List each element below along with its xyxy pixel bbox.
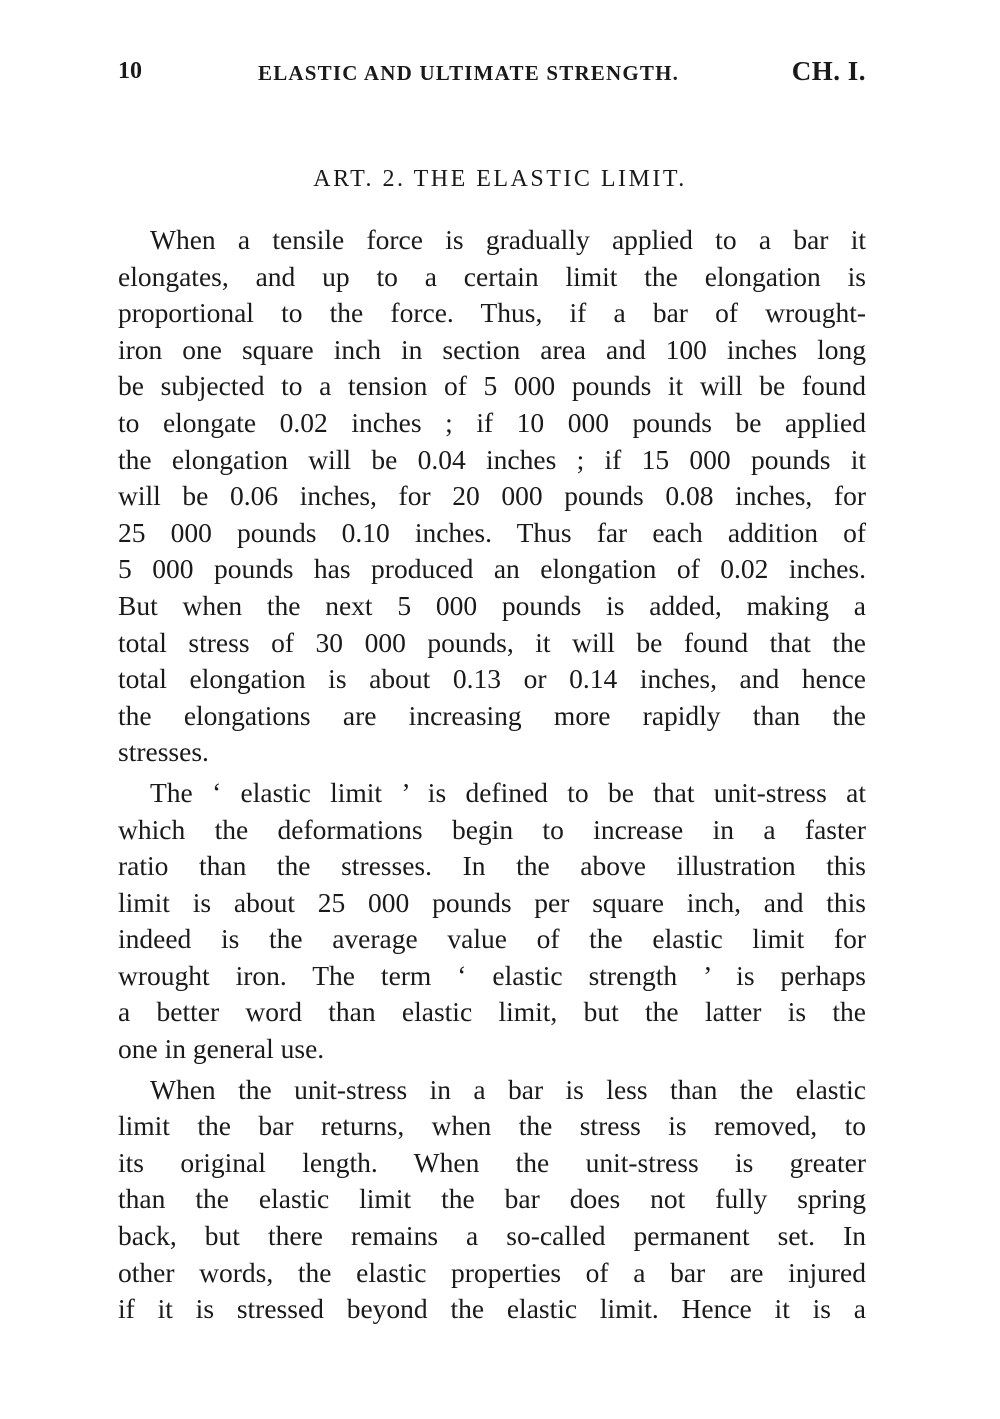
running-title: ELASTIC AND ULTIMATE STRENGTH.	[258, 61, 680, 85]
text-line: 5 000 pounds has produced an elongation of 0.02 inches.	[118, 553, 866, 585]
text-line: elongates, and up to a certain limit the elongation is	[118, 260, 866, 292]
text-line: When the unit-stress in a bar is less than the elastic	[150, 1073, 866, 1105]
chapter-label: CH. I.	[791, 56, 866, 86]
text-line: total elongation is about 0.13 or 0.14 inches, and hence	[118, 663, 866, 695]
paragraph	[118, 222, 866, 771]
text-line: one in general use.	[118, 1033, 325, 1065]
text-line: other words, the elastic properties of a bar are injured	[118, 1256, 866, 1288]
article-heading: ART. 2. THE ELASTIC LIMIT.	[313, 166, 687, 192]
paragraph	[118, 1072, 866, 1328]
text-line: a better word than elastic limit, but the latter is the	[118, 996, 866, 1028]
text-line: stresses.	[118, 736, 209, 768]
text-line: iron one square inch in section area and 100 inches long	[118, 333, 866, 365]
text-line: the elongation will be 0.04 inches ; if 15 000 pounds it	[118, 443, 866, 475]
text-line: But when the next 5 000 pounds is added, making a	[118, 589, 866, 621]
text-line: 25 000 pounds 0.10 inches. Thus far each addition of	[118, 516, 866, 548]
text-line: to elongate 0.02 inches ; if 10 000 pounds be applied	[118, 406, 866, 438]
page-number: 10	[118, 58, 142, 84]
text-line: will be 0.06 inches, for 20 000 pounds 0.08 inches, for	[118, 480, 866, 512]
text-line: proportional to the force. Thus, if a bar of wrought-	[118, 297, 866, 329]
paragraph	[118, 775, 866, 1068]
text-line: the elongations are increasing more rapidly than the	[118, 699, 866, 731]
text-line: When a tensile force is gradually applied to a bar it	[150, 224, 866, 255]
text-line: ratio than the stresses. In the above illustration this	[118, 850, 866, 882]
text-line: total stress of 30 000 pounds, it will be found that the	[118, 626, 866, 658]
body-text	[118, 222, 866, 1328]
running-head	[118, 58, 866, 88]
text-line: its original length. When the unit-stress is greater	[118, 1146, 866, 1178]
text-line: limit is about 25 000 pounds per square inch, and this	[118, 886, 866, 918]
text-line: back, but there remains a so-called permanent set. In	[118, 1220, 866, 1252]
text-line: limit the bar returns, when the stress is removed, to	[118, 1110, 866, 1142]
text-line: The ‘ elastic limit ’ is defined to be that unit-stress at	[150, 776, 866, 808]
text-line: than the elastic limit the bar does not fully spring	[118, 1183, 866, 1215]
text-line: indeed is the average value of the elastic limit for	[118, 923, 866, 955]
text-line: be subjected to a tension of 5 000 pounds it will be found	[118, 370, 866, 402]
text-line: wrought iron. The term ‘ elastic strength ’ is perhaps	[118, 959, 866, 991]
text-line: which the deformations begin to increase in a faster	[118, 813, 866, 845]
text-line: if it is stressed beyond the elastic limit. Hence it is a	[118, 1293, 866, 1325]
